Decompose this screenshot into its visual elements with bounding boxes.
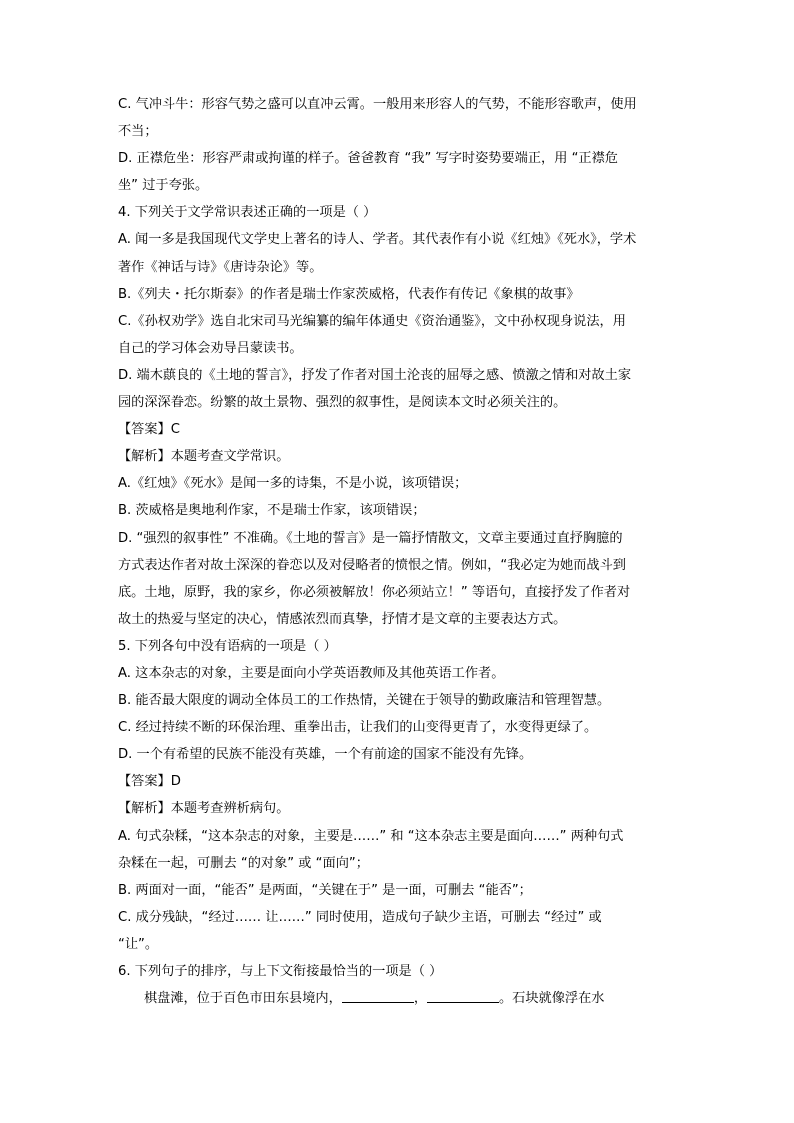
document-page xyxy=(118,91,678,1012)
text-line: 不当； xyxy=(118,124,158,140)
passage-text-after: 。石块就像浮在水 xyxy=(499,991,605,1007)
text-line: 【解析】本题考查辨析病句。 xyxy=(118,801,290,817)
text-line: A. 句式杂糅，“这本杂志的对象，主要是……” 和 “这本杂志主要是面向……” 两种句式 xyxy=(118,828,624,844)
text-line: D. 端木蕻良的《土地的誓言》，抒发了作者对国土沦丧的屈辱之感、愤激之情和对故土家 xyxy=(118,367,632,383)
text-line: B. 能否最大限度的调动全体员工的工作热情，关键在于领导的勤政廉洁和管理智慧。 xyxy=(118,693,611,709)
text-line: A. 这本杂志的对象，主要是面向小学英语教师及其他英语工作者。 xyxy=(118,665,505,681)
text-line: C. 经过持续不断的环保治理、重拳出击，让我们的山变得更青了，水变得更绿了。 xyxy=(118,720,598,736)
text-line: D. 一个有希望的民族不能没有英雄，一个有前途的国家不能没有先锋。 xyxy=(118,747,533,763)
text-line: 【解析】本题考查文学常识。 xyxy=(118,449,290,465)
text-line: B. 茨威格是奥地利作家，不是瑞士作家，该项错误； xyxy=(118,503,426,519)
text-line: C. 成分残缺，“经过…… 让……” 同时使用，造成句子缺少主语，可删去 “经过” 或 xyxy=(118,909,602,925)
text-line: 【答案】D xyxy=(118,774,181,790)
text-line: “让”。 xyxy=(118,936,159,952)
question-6-passage-line xyxy=(118,985,678,1012)
text-line: 故土的热爱与坚定的决心，情感浓烈而真挚，抒情才是文章的主要表达方式。 xyxy=(118,611,567,627)
text-line: C.《孙权劝学》选自北宋司马光编纂的编年体通史《资治通鉴》，文中孙权现身说法，用 xyxy=(118,313,626,329)
text-line: 自己的学习体会劝导吕蒙读书。 xyxy=(118,340,303,356)
text-line: B.《列夫・托尔斯泰》的作者是瑞士作家茨威格，代表作有传记《象棋的故事》 xyxy=(118,286,580,302)
text-line: 著作《神话与诗》《唐诗杂论》等。 xyxy=(118,259,323,275)
text-line: B. 两面对一面，“能否” 是两面，“关键在于” 是一面，可删去 “能否”； xyxy=(118,882,532,898)
text-line: D. “强烈的叙事性” 不准确。《土地的誓言》是一篇抒情散文，文章主要通过直抒胸臆的 xyxy=(118,530,623,546)
text-line: 6. 下列句子的排序，与上下文衔接最恰当的一项是（ ） xyxy=(118,964,443,979)
text-line: 4. 下列关于文学常识表述正确的一项是（ ） xyxy=(118,205,377,221)
text-line: C. 气冲斗牛：形容气势之盛可以直冲云霄。一般用来形容人的气势，不能形容歌声，使用 xyxy=(118,97,637,112)
fill-in-blank-1 xyxy=(342,988,414,1003)
fill-in-blank-2 xyxy=(427,988,499,1003)
passage-separator: ， xyxy=(413,991,427,1007)
document-body xyxy=(118,91,678,985)
text-line: 园的深深眷恋。纷繁的故土景物、强烈的叙事性，是阅读本文时必须关注的。 xyxy=(118,395,567,411)
text-line: D. 正襟危坐：形容严肃或拘谨的样子。爸爸教育 “我” 写字时姿势要端正，用 “正襟危 xyxy=(118,151,618,167)
text-line: 杂糅在一起，可删去 “的对象” 或 “面向”； xyxy=(118,855,369,871)
text-line: 5. 下列各句中没有语病的一项是（ ） xyxy=(118,638,337,654)
passage-text-before: 棋盘滩，位于百色市田东县境内， xyxy=(144,991,342,1007)
text-line: 【答案】C xyxy=(118,422,180,438)
text-line: A. 闻一多是我国现代文学史上著名的诗人、学者。其代表作有小说《红烛》《死水》，学术 xyxy=(118,232,637,248)
text-line: A.《红烛》《死水》是闻一多的诗集，不是小说，该项错误； xyxy=(118,476,468,492)
text-line: 底。土地，原野，我的家乡，你必须被解放！你必须站立！” 等语句，直接抒发了作者对 xyxy=(118,584,631,600)
text-line: 坐” 过于夸张。 xyxy=(118,178,209,194)
text-line: 方式表达作者对故土深深的眷恋以及对侵略者的愤恨之情。例如，“我必定为她而战斗到 xyxy=(118,557,626,573)
